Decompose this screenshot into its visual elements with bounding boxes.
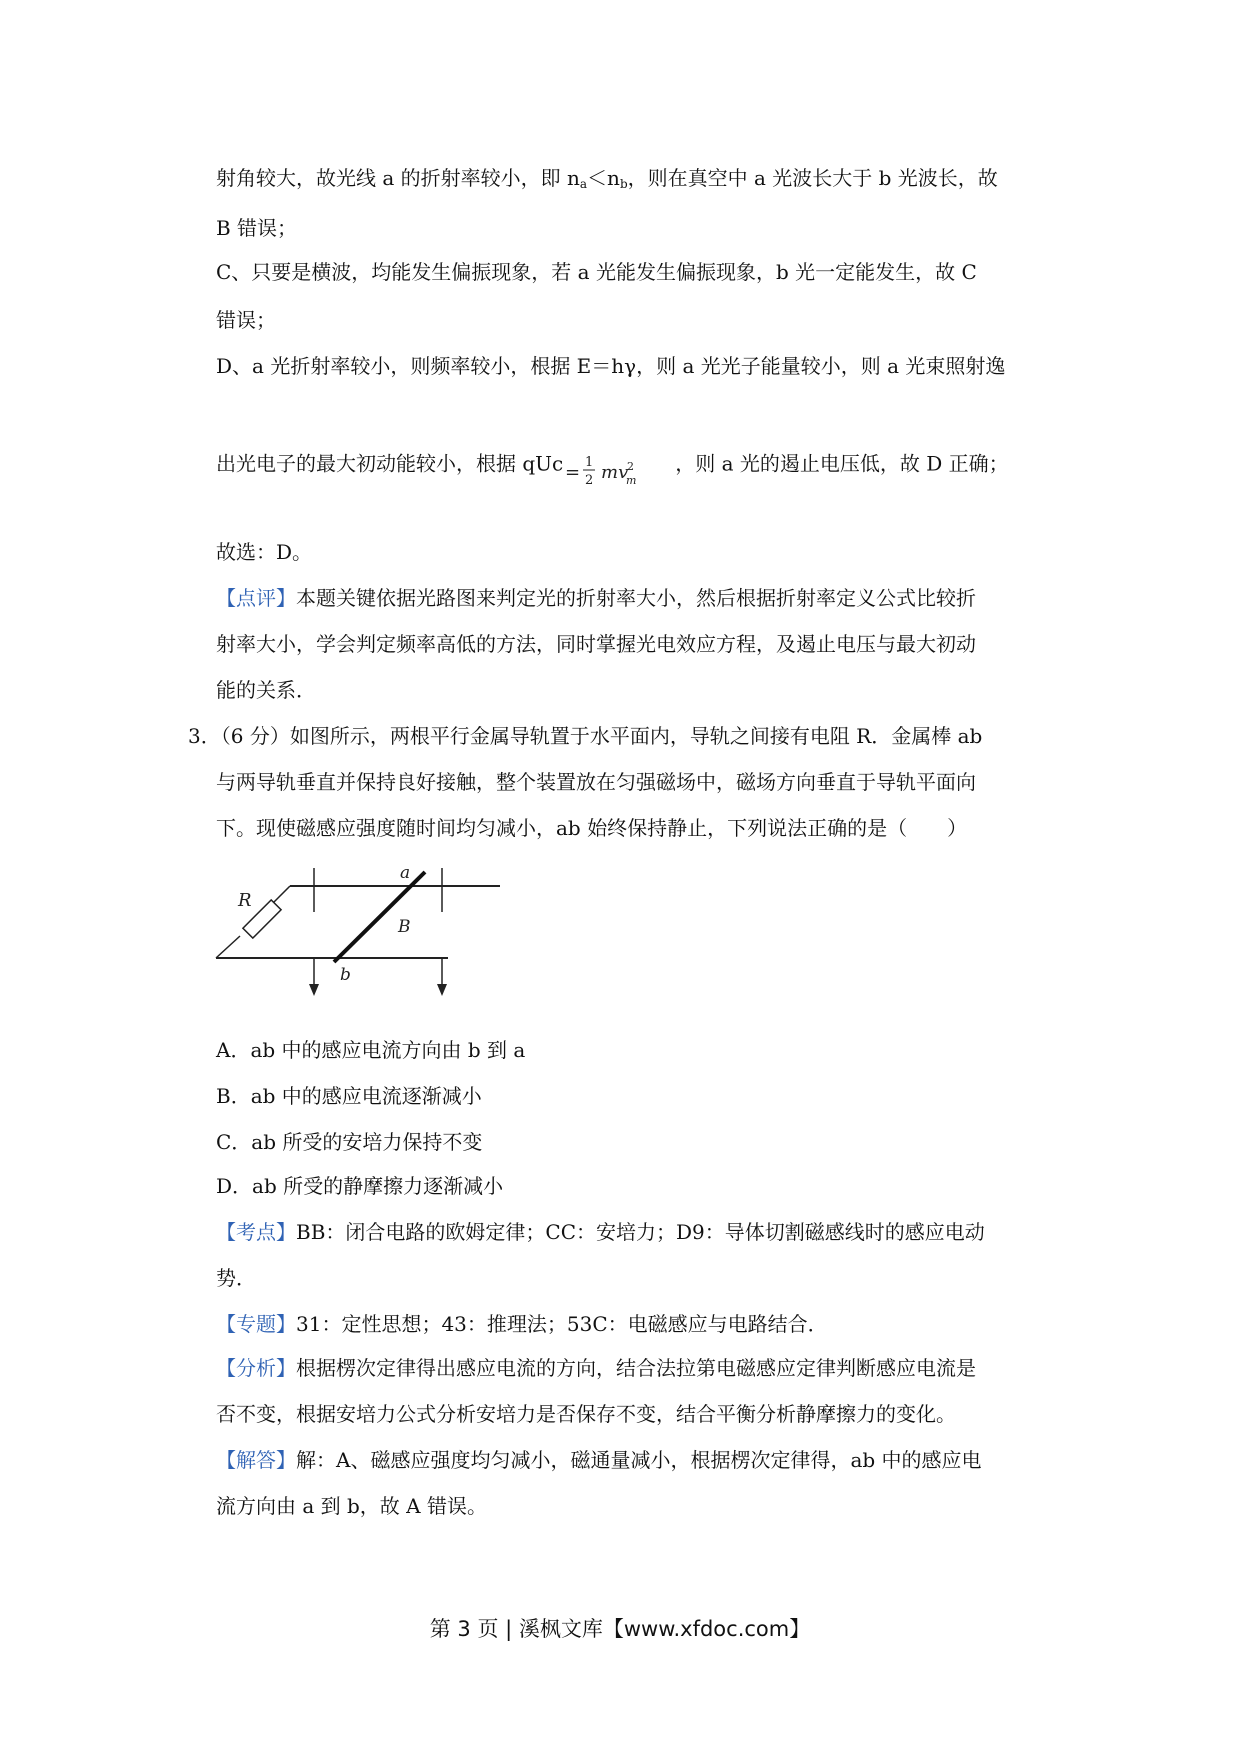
option-b: B．ab 中的感应电流逐渐减小 xyxy=(216,1084,482,1108)
tag-fenxi: 【分析】 xyxy=(216,1356,296,1380)
option-a: A．ab 中的感应电流方向由 b 到 a xyxy=(216,1038,526,1062)
svg-text:2: 2 xyxy=(585,473,594,488)
option-c: C．ab 所受的安培力保持不变 xyxy=(216,1130,483,1154)
jieda-line: 流方向由 a 到 b，故 A 错误。 xyxy=(216,1494,487,1518)
text-line: D、a 光折射率较小，则频率较小，根据 E＝hγ，则 a 光光子能量较小，则 a 光束照射逸 xyxy=(216,354,1006,378)
tag-jieda: 【解答】 xyxy=(216,1448,296,1472)
svg-text:1: 1 xyxy=(585,455,594,470)
label-R: R xyxy=(238,890,252,911)
tag-kaodian: 【考点】 xyxy=(216,1220,296,1244)
tag-zhuanti: 【专题】 xyxy=(216,1312,296,1336)
formula-half-mv-squared xyxy=(563,440,675,490)
question-line: 与两导轨垂直并保持良好接触，整个装置放在匀强磁场中，磁场方向垂直于导轨平面向 xyxy=(216,770,976,794)
text-line: 故选：D。 xyxy=(216,540,313,564)
text-line: 【点评】本题关键依据光路图来判定光的折射率大小，然后根据折射率定义公式比较折 xyxy=(216,586,976,610)
resistor-wire-bottom xyxy=(216,936,240,958)
text-line: 出光电子的最大初动能较小，根据 qUc = 1 2 mv 2 m ，则 a 光的遏止电压低，故 D 正确； xyxy=(216,440,1009,490)
resistor-wire-top xyxy=(272,886,290,904)
arrow-down-icon xyxy=(309,984,319,996)
arrow-down-icon xyxy=(437,984,447,996)
svg-text:mv: mv xyxy=(601,462,629,483)
label-B: B xyxy=(398,917,411,937)
option-d: D．ab 所受的静摩擦力逐渐减小 xyxy=(216,1174,504,1198)
page-footer: 第 3 页 | 溪枫文库【www.xfdoc.com】 xyxy=(429,1617,811,1641)
text-line: 错误； xyxy=(216,308,276,332)
jieda-line: 【解答】解：A、磁感应强度均匀减小，磁通量减小，根据楞次定律得，ab 中的感应电 xyxy=(216,1448,982,1472)
text-line: B 错误； xyxy=(216,216,298,240)
text-line: C、只要是横波，均能发生偏振现象，若 a 光能发生偏振现象，b 光一定能发生，故 C xyxy=(216,260,977,284)
zhuanti-line: 【专题】31：定性思想；43：推理法；53C：电磁感应与电路结合． xyxy=(216,1312,828,1336)
kaodian-line: 【考点】BB：闭合电路的欧姆定律；CC：安培力；D9：导体切割磁感线时的感应电动 xyxy=(216,1220,985,1244)
kaodian-line: 势． xyxy=(216,1266,256,1290)
circuit-figure xyxy=(212,862,512,1002)
label-b: b xyxy=(340,965,351,985)
question-line: 下。现使磁感应强度随时间均匀减小，ab 始终保持静止，下列说法正确的是（ ） xyxy=(216,816,968,840)
text-line: 射角较大，故光线 a 的折射率较小，即 $n_a<n_b$，则在真空中 a 光波长大于 b 光波长，故 xyxy=(216,166,998,191)
label-a: a xyxy=(400,863,411,883)
fenxi-line: 否不变，根据安培力公式分析安培力是否保存不变，结合平衡分析静摩擦力的变化。 xyxy=(216,1402,956,1426)
svg-text:2: 2 xyxy=(627,460,635,473)
question-number: 3． xyxy=(188,724,221,748)
svg-text:=: = xyxy=(565,462,581,483)
tag-dianping: 【点评】 xyxy=(216,586,296,610)
svg-text:m: m xyxy=(626,474,637,487)
text-line: 射率大小，学会判定频率高低的方法，同时掌握光电效应方程，及遏止电压与最大初动 xyxy=(216,632,976,656)
text-line: 能的关系． xyxy=(216,678,316,702)
fenxi-line: 【分析】根据楞次定律得出感应电流的方向，结合法拉第电磁感应定律判断感应电流是 xyxy=(216,1356,976,1380)
question-line: 3．（6 分）如图所示，两根平行金属导轨置于水平面内，导轨之间接有电阻 R．金属棒 ab xyxy=(188,724,983,748)
